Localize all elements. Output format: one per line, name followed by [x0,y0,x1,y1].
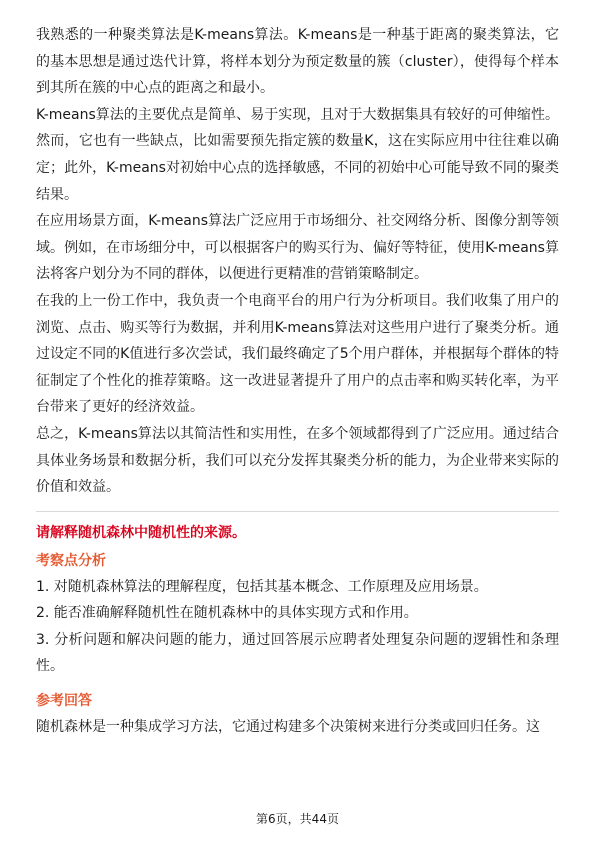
analysis-item-1: 1. 对随机森林算法的理解程度，包括其基本概念、工作原理及应用场景。 [36,578,488,595]
analysis-item-2: 2. 能否准确解释随机性在随机森林中的具体实现方式和作用。 [36,605,418,622]
document-page [36,22,559,741]
spacer [36,680,559,688]
body-paragraph-4: 在我的上一份工作中，我负责一个电商平台的用户行为分析项目。我们收集了用户的浏览、点击、购买等行为数据，并利用K-means算法对这些用户进行了聚类分析。通过设定不同的K值进行多次尝试，我们最终确定了5个用户群体，并根据每个群体的特征制定了个性化的推荐策略。这一改进显著提升了用户的点击率和购买转化率，为平台带来了更好的经济效益。 [36,292,559,416]
answer-text: 随机森林是一种集成学习方法，它通过构建多个决策树来进行分类或回归任务。这 [36,719,540,736]
question-title: 请解释随机森林中随机性的来源。 [36,524,246,541]
answer-heading: 参考回答 [36,693,92,710]
analysis-item-3: 3. 分析问题和解决问题的能力，通过回答展示应聘者处理复杂问题的逻辑性和条理性。 [36,631,559,675]
analysis-heading: 考察点分析 [36,552,106,569]
page-footer: 第6页，共44页 [256,812,339,826]
body-paragraph-5: 总之，K-means算法以其简洁性和实用性，在多个领域都得到了广泛应用。通过结合具体业务场景和数据分析，我们可以充分发挥其聚类分析的能力，为企业带来实际的价值和效益。 [36,425,559,496]
body-paragraph-3: 在应用场景方面，K-means算法广泛应用于市场细分、社交网络分析、图像分割等领域。例如，在市场细分中，可以根据客户的购买行为、偏好等特征，使用K-means算法将客户划分为不同的群体，以便进行更精准的营销策略制定。 [36,213,559,283]
section-divider [36,511,559,512]
body-paragraph-1: 我熟悉的一种聚类算法是K-means算法。K-means是一种基于距离的聚类算法，它的基本思想是通过迭代计算，将样本划分为预定数量的簇（cluster），使得每个样本到其所在簇的中心点的距离之和最小。 [36,27,559,97]
body-paragraph-2: K-means算法的主要优点是简单、易于实现，且对于大数据集具有较好的可伸缩性。然而，它也有一些缺点，比如需要预先指定簇的数量K，这在实际应用中往往难以确定；此外，K-means对初始中心点的选择敏感，不同的初始中心可能导致不同的聚类结果。 [36,106,559,203]
